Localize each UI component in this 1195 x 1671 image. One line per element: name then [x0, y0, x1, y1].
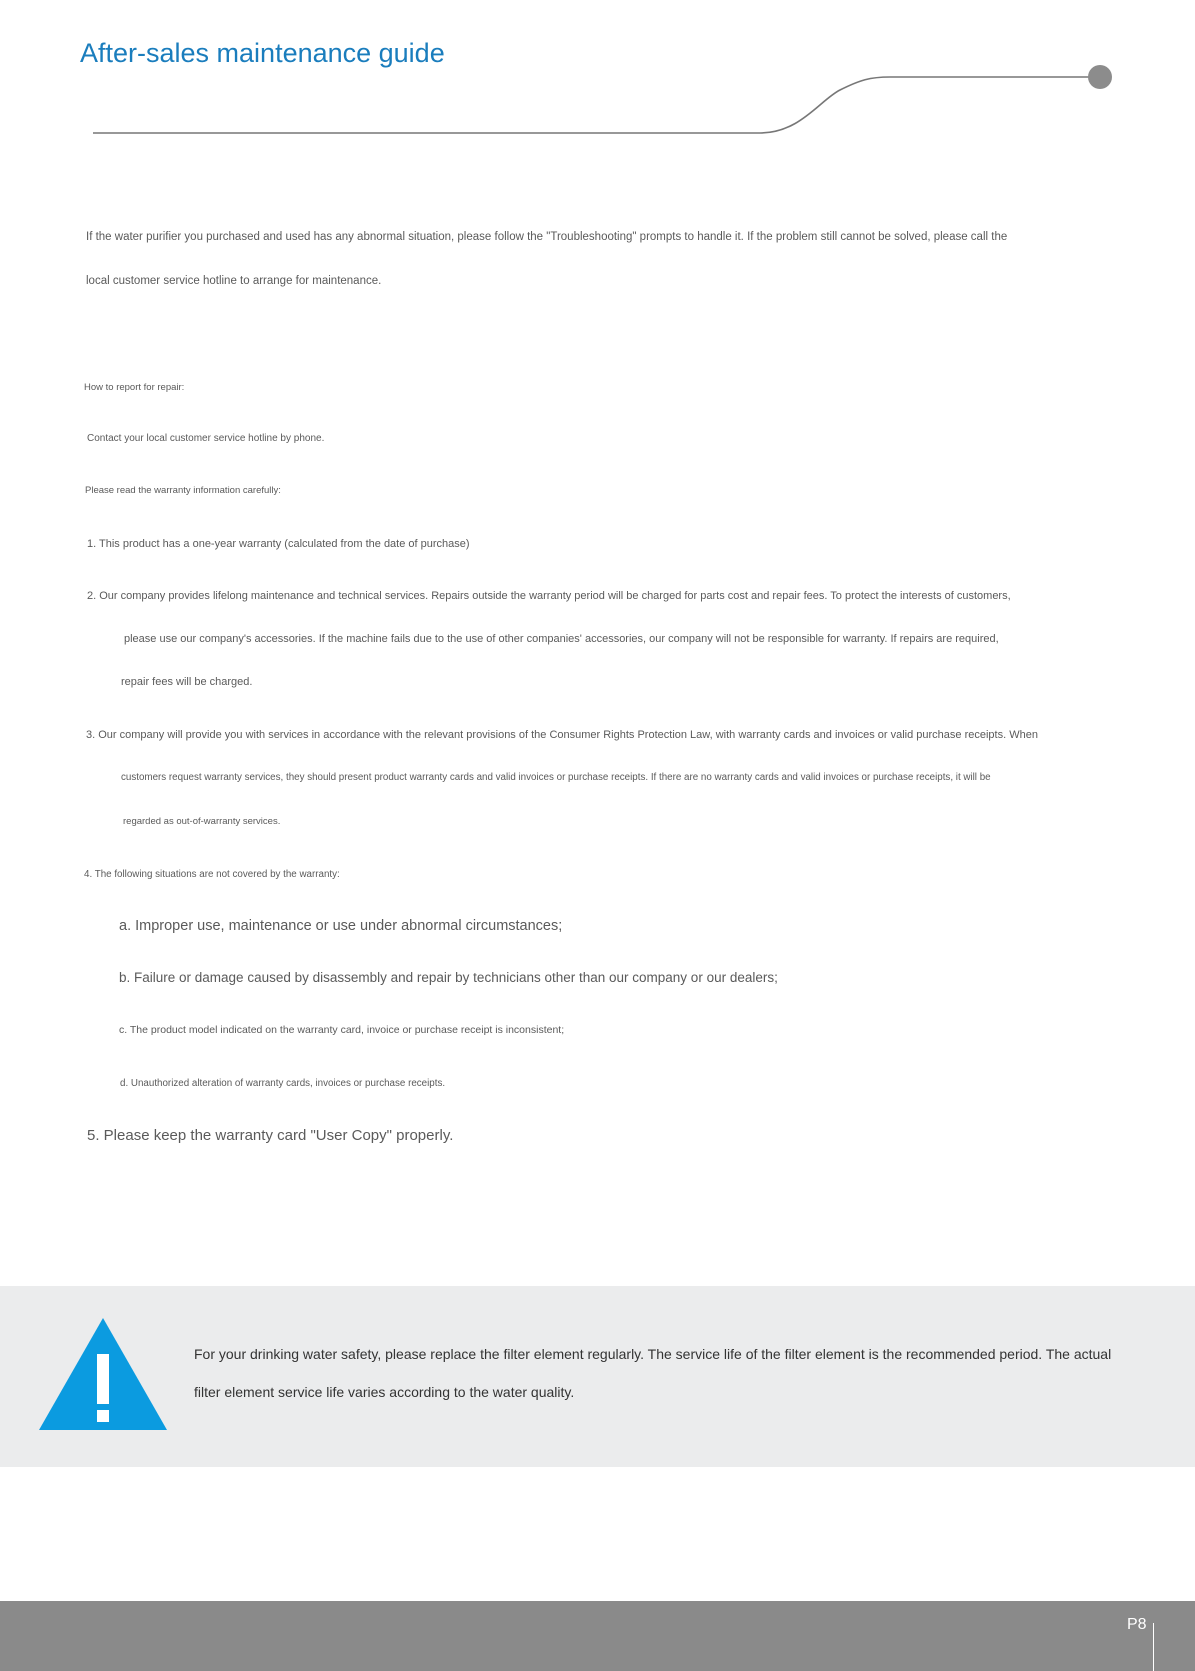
repair-method: Contact your local customer service hotline by phone.: [87, 433, 325, 444]
page-number: P8: [1127, 1616, 1147, 1633]
header-curve-line: [93, 77, 1100, 133]
header-line-endpoint: [1088, 65, 1112, 89]
warranty-item-3-line: regarded as out-of-warranty services.: [123, 816, 281, 827]
footer-divider: [1153, 1623, 1154, 1671]
warranty-exclusion-c: c. The product model indicated on the warranty card, invoice or purchase receipt is inconsistent;: [119, 1024, 565, 1036]
warranty-exclusion-b: b. Failure or damage caused by disassembly and repair by technicians other than our company or our dealers;: [119, 970, 778, 985]
safety-notice-line: filter element service life varies according to the water quality.: [194, 1384, 575, 1400]
warranty-heading: Please read the warranty information carefully:: [85, 485, 281, 496]
warranty-exclusion-a: a. Improper use, maintenance or use under abnormal circumstances;: [119, 918, 563, 934]
warning-icon: [39, 1318, 167, 1430]
warranty-item-3-line: customers request warranty services, they should present product warranty cards and valid invoices or purchase receipts. If there are no warranty cards and valid invoices or purchase receipts, it will be: [121, 772, 991, 783]
page-footer: [0, 1601, 1195, 1671]
warranty-item-3-line: 3. Our company will provide you with services in accordance with the relevant provisions of the Consumer Rights Protection Law, with warranty cards and invoices or valid purchase receipts. When: [86, 729, 1038, 741]
header-decorative-line: [0, 0, 1195, 150]
warranty-item-2-line: 2. Our company provides lifelong maintenance and technical services. Repairs outside the warranty period will be charged for parts cost and repair fees. To protect the interests of customers,: [87, 590, 1011, 602]
warranty-item-5: 5. Please keep the warranty card "User Copy" properly.: [87, 1127, 454, 1144]
warranty-item-2-line: please use our company's accessories. If the machine fails due to the use of other companies' accessories, our company will not be responsible for warranty. If repairs are required,: [124, 633, 999, 645]
warranty-item-1: 1. This product has a one-year warranty (calculated from the date of purchase): [87, 538, 470, 550]
safety-notice-panel: [0, 1286, 1195, 1467]
warranty-item-4: 4. The following situations are not covered by the warranty:: [84, 869, 340, 880]
page-title: After-sales maintenance guide: [80, 38, 445, 68]
safety-notice-line: For your drinking water safety, please replace the filter element regularly. The service life of the filter element is the recommended period. The actual: [194, 1346, 1112, 1362]
warranty-exclusion-d: d. Unauthorized alteration of warranty cards, invoices or purchase receipts.: [120, 1078, 446, 1089]
intro-paragraph-line: If the water purifier you purchased and used has any abnormal situation, please follow the "Troubleshooting" prompts to handle it. If the problem still cannot be solved, please call the: [86, 231, 1008, 243]
repair-heading: How to report for repair:: [84, 382, 185, 393]
warranty-item-2-line: repair fees will be charged.: [121, 676, 253, 688]
intro-paragraph-line: local customer service hotline to arrange for maintenance.: [86, 275, 382, 287]
